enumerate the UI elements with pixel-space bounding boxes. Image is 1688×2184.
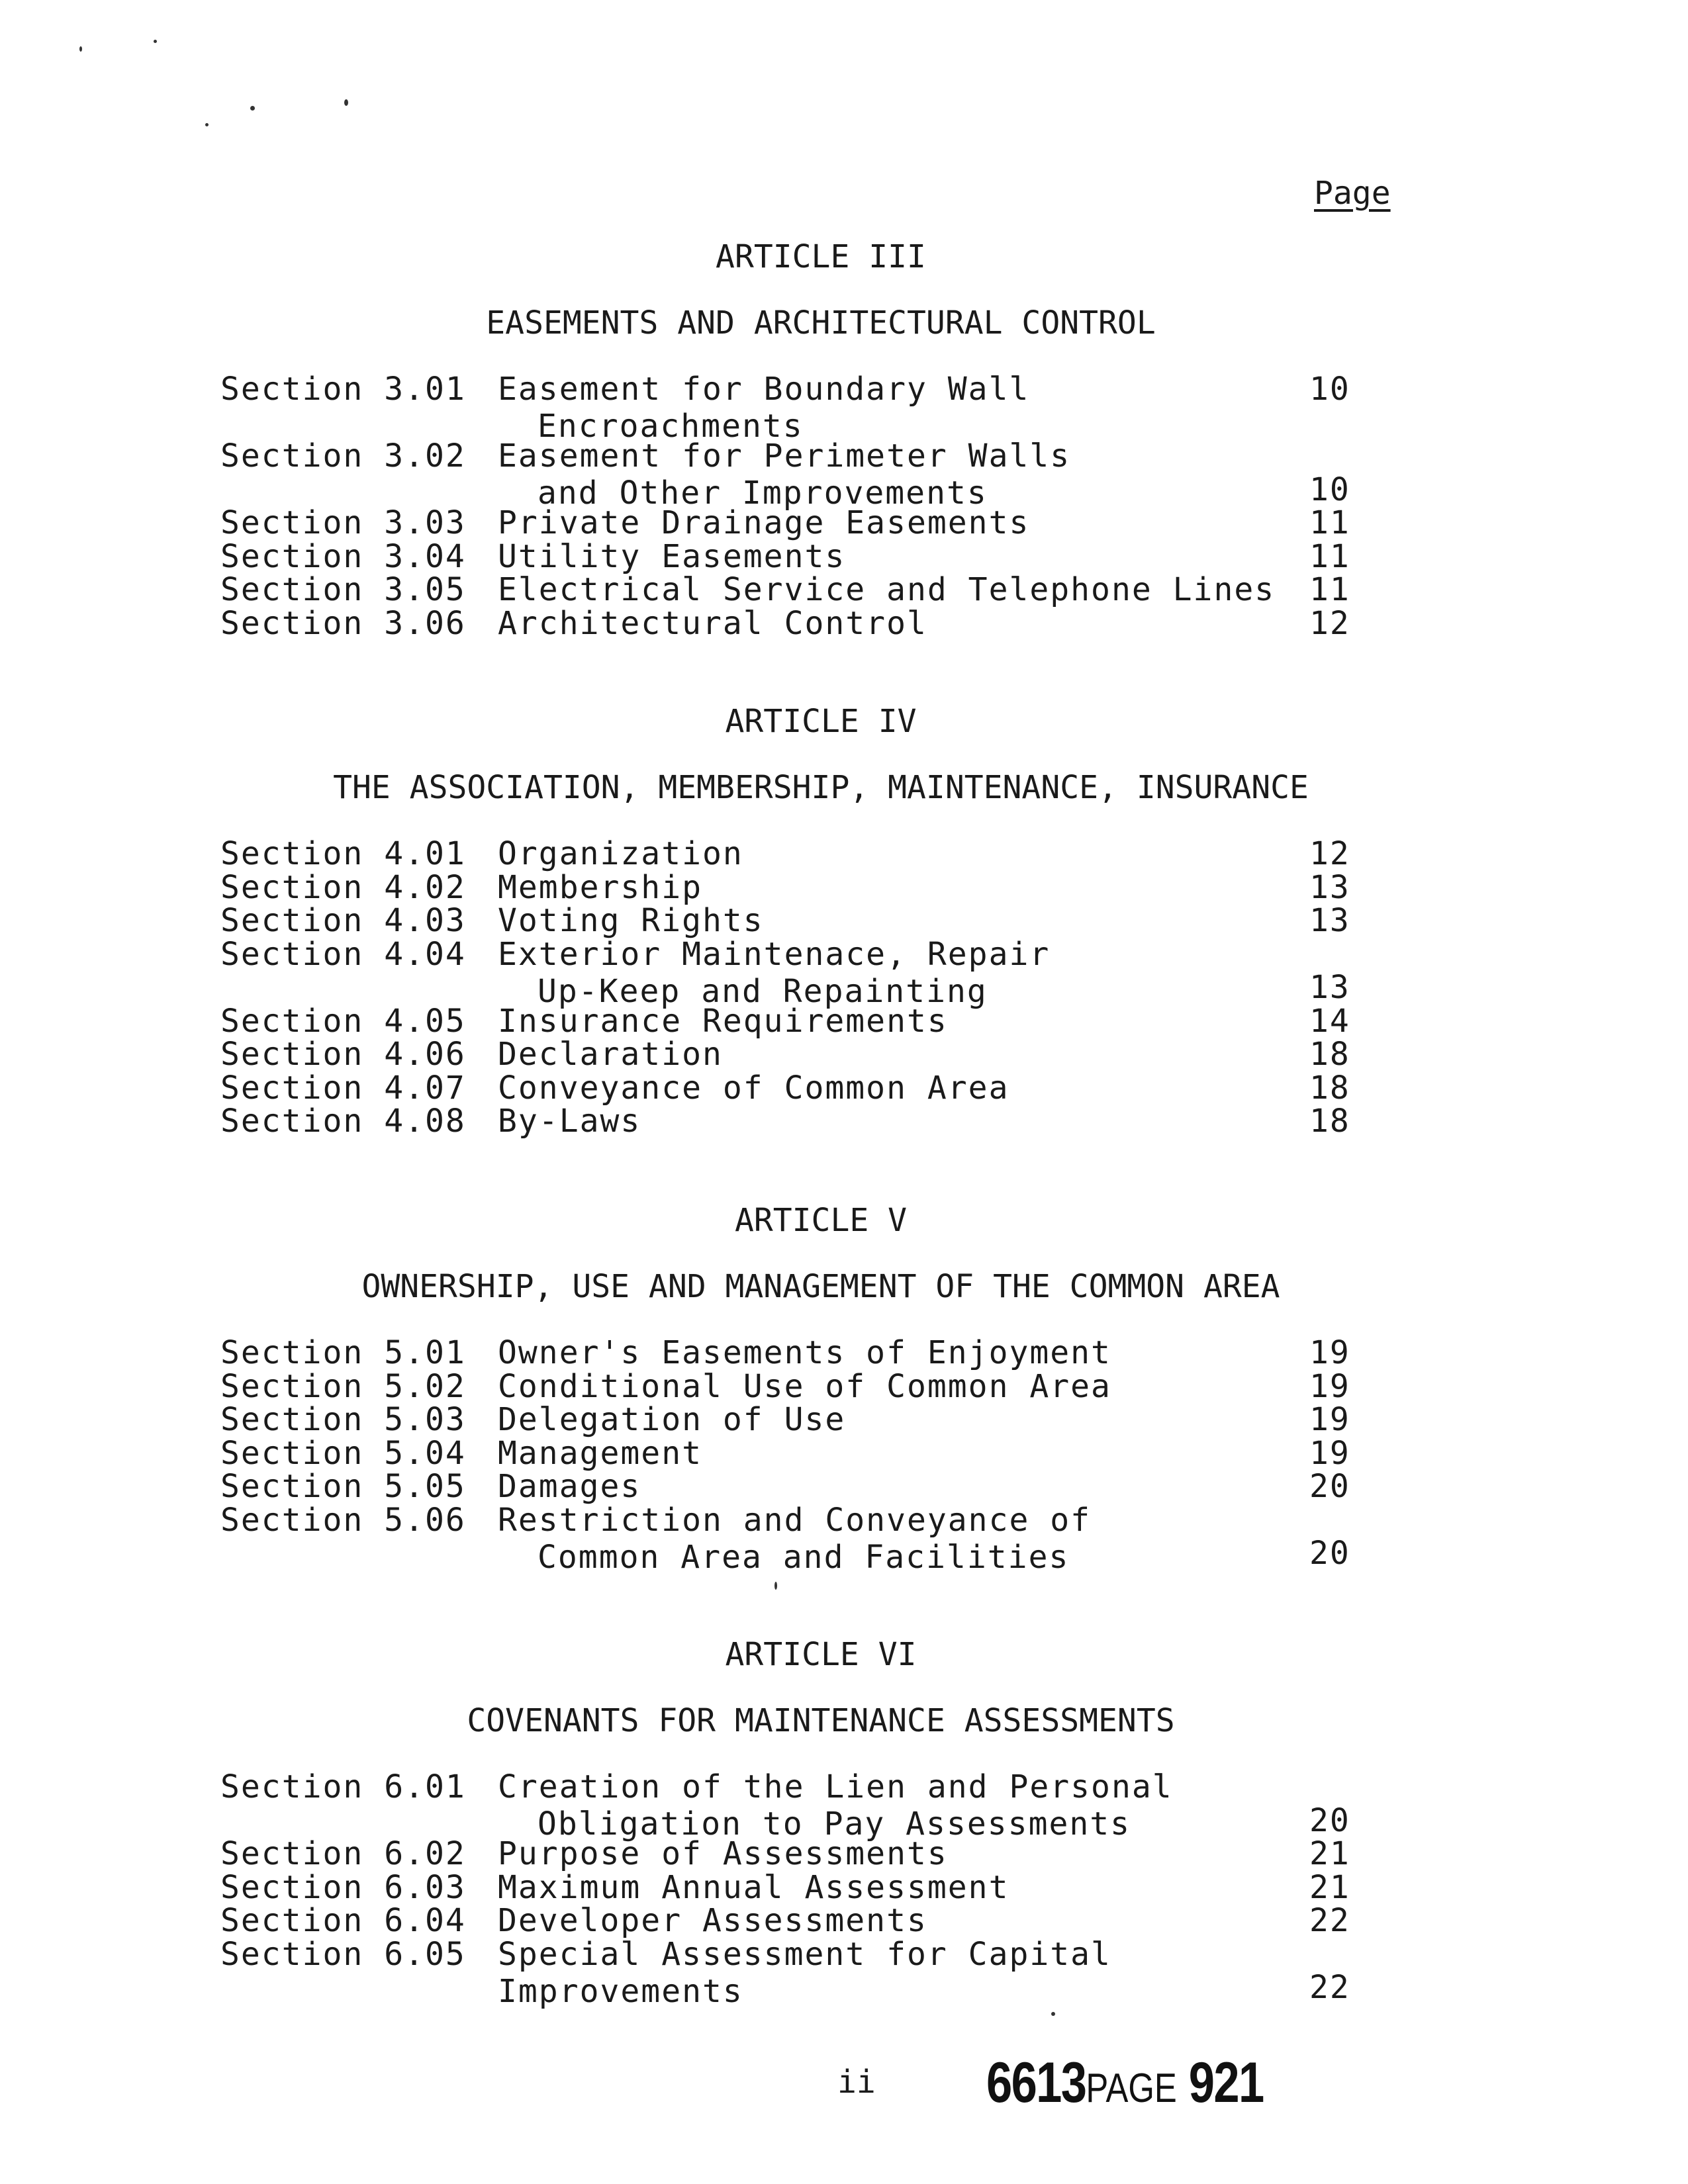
section-number: Section 3.06 bbox=[220, 604, 466, 642]
section-title bbox=[498, 869, 702, 906]
section-title-line: Creation of the Lien and Personal bbox=[498, 1768, 1173, 1805]
section-page-number: 21 bbox=[1309, 1835, 1350, 1872]
section-page-number: 22 bbox=[1309, 1902, 1350, 1939]
article-subtitle: THE ASSOCIATION, MEMBERSHIP, MAINTENANCE, INSURANCE bbox=[333, 769, 1309, 806]
toc-entry bbox=[0, 1501, 1688, 1576]
section-number: Section 5.06 bbox=[220, 1501, 466, 1539]
section-title-line: Special Assessment for Capital bbox=[498, 1935, 1111, 1973]
section-title bbox=[498, 835, 743, 872]
book-page-number: 921 bbox=[1188, 2051, 1264, 2115]
section-page-number: 22 bbox=[1309, 1969, 1350, 2006]
section-number: Section 5.04 bbox=[220, 1434, 466, 1472]
section-title bbox=[498, 1368, 1111, 1405]
toc-entry bbox=[0, 1103, 1688, 1169]
section-title bbox=[498, 1902, 927, 1939]
section-title-line: Architectural Control bbox=[498, 604, 927, 642]
section-page-number: 12 bbox=[1309, 835, 1350, 872]
section-title-line: Developer Assessments bbox=[498, 1902, 927, 1939]
section-title bbox=[498, 1502, 1091, 1576]
section-number: Section 5.03 bbox=[220, 1401, 466, 1438]
section-page-number: 11 bbox=[1309, 504, 1350, 541]
section-number: Section 6.03 bbox=[220, 1868, 466, 1906]
section-title bbox=[498, 1069, 1009, 1107]
section-page-number: 11 bbox=[1309, 537, 1350, 575]
section-number: Section 4.06 bbox=[220, 1036, 466, 1073]
section-title bbox=[498, 1768, 1173, 1843]
section-page-number: 20 bbox=[1309, 1801, 1350, 1839]
section-title-line: Damages bbox=[498, 1468, 641, 1505]
section-title-line: Restriction and Conveyance of bbox=[498, 1501, 1092, 1539]
toc-entry bbox=[0, 1935, 1688, 2010]
section-title bbox=[498, 1435, 702, 1472]
section-title bbox=[498, 571, 1275, 608]
section-title bbox=[498, 1003, 948, 1040]
section-title-line: Easement for Perimeter Walls bbox=[498, 437, 1071, 475]
section-number: Section 3.05 bbox=[220, 571, 466, 608]
section-title-line: Voting Rights bbox=[498, 902, 764, 939]
section-number: Section 4.03 bbox=[220, 902, 466, 939]
section-page-number: 13 bbox=[1309, 902, 1350, 939]
section-title bbox=[498, 1036, 723, 1073]
section-number: Section 3.01 bbox=[220, 371, 466, 408]
article-title: ARTICLE VI bbox=[725, 1636, 917, 1673]
section-title-line: Management bbox=[498, 1434, 702, 1472]
section-title bbox=[498, 437, 1070, 512]
section-page-number: 14 bbox=[1309, 1002, 1350, 1040]
article-subtitle: EASEMENTS AND ARCHITECTURAL CONTROL bbox=[486, 304, 1156, 341]
section-title bbox=[498, 1835, 948, 1872]
scan-speck bbox=[250, 106, 255, 111]
section-title-line: Insurance Requirements bbox=[498, 1002, 948, 1040]
section-number: Section 5.01 bbox=[220, 1334, 466, 1371]
toc-entry bbox=[0, 1768, 1688, 1843]
article-subtitle: OWNERSHIP, USE AND MANAGEMENT OF THE COMMON AREA bbox=[361, 1268, 1280, 1305]
scan-speck bbox=[154, 40, 157, 43]
section-title-line: Conveyance of Common Area bbox=[498, 1069, 1009, 1107]
section-number: Section 4.07 bbox=[220, 1069, 466, 1107]
section-page-number: 18 bbox=[1309, 1036, 1350, 1073]
section-page-number: 11 bbox=[1309, 571, 1350, 608]
section-number: Section 3.02 bbox=[220, 437, 466, 475]
section-number: Section 3.03 bbox=[220, 504, 466, 541]
section-number: Section 5.05 bbox=[220, 1468, 466, 1505]
section-title-continuation: Common Area and Facilities bbox=[538, 1538, 1070, 1576]
section-title-line: Organization bbox=[498, 835, 743, 872]
article-title: ARTICLE IV bbox=[725, 703, 917, 740]
section-title-line: Declaration bbox=[498, 1036, 723, 1073]
toc-entry bbox=[0, 371, 1688, 445]
book-number: 6613 bbox=[986, 2051, 1086, 2115]
section-title bbox=[498, 1869, 1009, 1906]
section-title-continuation: Obligation to Pay Assessments bbox=[538, 1805, 1131, 1843]
section-title-continuation: Up-Keep and Repainting bbox=[538, 972, 988, 1010]
book-page-label: PAGE bbox=[1086, 2066, 1177, 2111]
section-page-number: 10 bbox=[1309, 471, 1350, 508]
section-title-line: Private Drainage Easements bbox=[498, 504, 1030, 541]
article-title: ARTICLE V bbox=[734, 1202, 908, 1239]
section-number: Section 6.05 bbox=[220, 1935, 466, 1973]
section-number: Section 4.04 bbox=[220, 935, 466, 973]
book-page-stamp bbox=[986, 2050, 1264, 2116]
section-number: Section 6.02 bbox=[220, 1835, 466, 1872]
section-page-number: 13 bbox=[1309, 969, 1350, 1006]
toc-entry bbox=[0, 437, 1688, 512]
section-title bbox=[498, 936, 1050, 1010]
section-number: Section 4.05 bbox=[220, 1002, 466, 1040]
section-number: Section 4.08 bbox=[220, 1103, 466, 1140]
section-number: Section 4.02 bbox=[220, 868, 466, 906]
section-page-number: 20 bbox=[1309, 1468, 1350, 1505]
section-title bbox=[498, 1334, 1111, 1371]
section-title-line: Exterior Maintenace, Repair bbox=[498, 935, 1051, 973]
section-page-number: 13 bbox=[1309, 868, 1350, 906]
section-page-number: 12 bbox=[1309, 604, 1350, 642]
toc-entry bbox=[0, 605, 1688, 671]
section-page-number: 20 bbox=[1309, 1535, 1350, 1572]
section-page-number: 19 bbox=[1309, 1334, 1350, 1371]
section-title-continuation: Improvements bbox=[498, 1972, 743, 2010]
section-title bbox=[498, 1468, 641, 1505]
section-title bbox=[498, 605, 927, 642]
section-page-number: 19 bbox=[1309, 1367, 1350, 1405]
section-title bbox=[498, 1936, 1111, 2010]
section-title-line: Utility Easements bbox=[498, 537, 846, 575]
section-number: Section 6.04 bbox=[220, 1902, 466, 1939]
article-subtitle: COVENANTS FOR MAINTENANCE ASSESSMENTS bbox=[467, 1702, 1175, 1739]
section-number: Section 4.01 bbox=[220, 835, 466, 872]
scan-speck bbox=[774, 1582, 777, 1590]
section-title bbox=[498, 538, 845, 575]
section-title bbox=[498, 1401, 845, 1438]
page-column-header: Page bbox=[1314, 175, 1391, 212]
section-page-number: 10 bbox=[1309, 371, 1350, 408]
section-title-line: Maximum Annual Assessment bbox=[498, 1868, 1009, 1906]
section-number: Section 3.04 bbox=[220, 537, 466, 575]
section-title-line: By-Laws bbox=[498, 1103, 641, 1140]
section-title-line: Owner's Easements of Enjoyment bbox=[498, 1334, 1111, 1371]
section-title-continuation: and Other Improvements bbox=[538, 475, 988, 512]
section-number: Section 6.01 bbox=[220, 1768, 466, 1805]
section-title-line: Electrical Service and Telephone Lines bbox=[498, 571, 1276, 608]
toc-entry bbox=[0, 935, 1688, 1010]
scan-speck bbox=[79, 46, 82, 52]
article-title: ARTICLE III bbox=[716, 238, 926, 275]
section-title-line: Membership bbox=[498, 868, 702, 906]
section-title-line: Conditional Use of Common Area bbox=[498, 1367, 1111, 1405]
section-title-line: Easement for Boundary Wall bbox=[498, 371, 1030, 408]
section-title-line: Delegation of Use bbox=[498, 1401, 846, 1438]
section-page-number: 19 bbox=[1309, 1401, 1350, 1438]
section-page-number: 19 bbox=[1309, 1434, 1350, 1472]
section-title bbox=[498, 902, 764, 939]
page-number: ii bbox=[837, 2064, 876, 2101]
section-title bbox=[498, 371, 1029, 445]
scan-speck bbox=[205, 123, 209, 126]
scan-speck bbox=[344, 99, 348, 106]
section-title bbox=[498, 504, 1029, 541]
section-page-number: 18 bbox=[1309, 1069, 1350, 1107]
section-title bbox=[498, 1103, 641, 1140]
section-title-continuation: Encroachments bbox=[538, 408, 804, 445]
section-title-line: Purpose of Assessments bbox=[498, 1835, 948, 1872]
section-page-number: 18 bbox=[1309, 1103, 1350, 1140]
scan-speck bbox=[1051, 2012, 1055, 2016]
section-number: Section 5.02 bbox=[220, 1367, 466, 1405]
section-page-number: 21 bbox=[1309, 1868, 1350, 1906]
